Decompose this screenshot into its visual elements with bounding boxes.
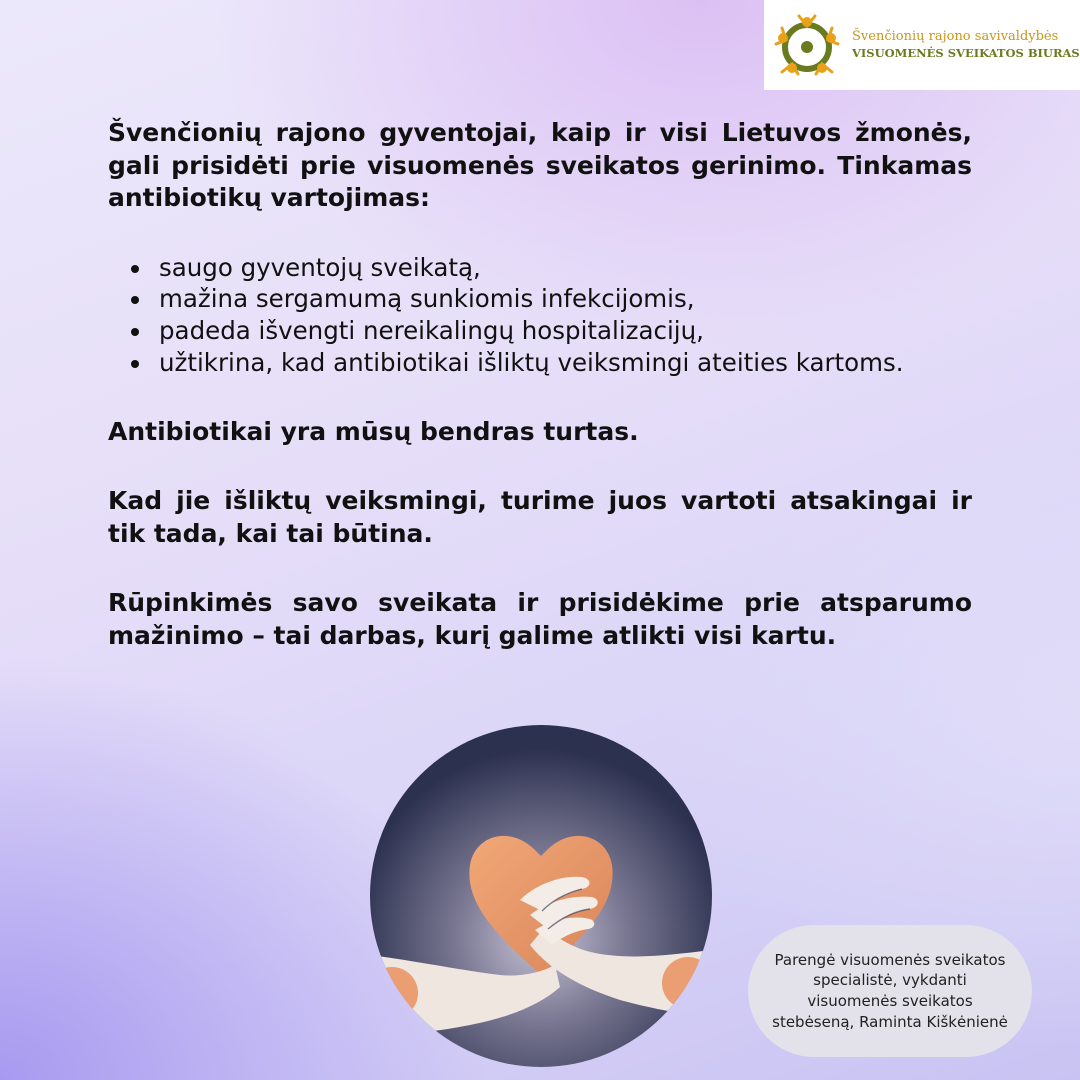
logo-org-name: Švenčionių rajono savivaldybės <box>852 29 1059 45</box>
main-content <box>108 117 972 652</box>
author-credit-bubble <box>748 925 1032 1057</box>
people-circle-emblem-icon <box>772 10 842 80</box>
list-item: mažina sergamumą sunkiomis infekcijomis, <box>131 283 972 315</box>
logo-text <box>852 28 1080 61</box>
list-item: užtikrina, kad antibiotikai išliktų veiksmingi ateities kartoms. <box>131 347 972 379</box>
responsible-use-statement: Kad jie išliktų veiksmingi, turime juos vartoti atsakingai ir tik tada, kai tai būtina. <box>108 486 972 548</box>
author-credit-text: Parengė visuomenės sveikatos specialistė, vykdanti visuomenės sveikatos stebėseną, Raminta Kiškėnienė <box>772 950 1008 1031</box>
logo-card <box>764 0 1080 90</box>
benefits-list <box>108 252 972 379</box>
call-to-action-statement: Rūpinkimės savo sveikata ir prisidėkime prie atsparumo mažinimo – tai darbas, kurį galime atlikti visi kartu. <box>108 588 972 650</box>
hands-holding-heart-icon <box>370 725 712 1067</box>
shared-wealth-statement: Antibiotikai yra mūsų bendras turtas. <box>108 416 639 446</box>
list-item: padeda išvengti nereikalingų hospitalizacijų, <box>131 315 972 347</box>
logo-bureau-name: VISUOMENĖS SVEIKATOS BIURAS <box>852 46 1080 61</box>
illustration <box>370 725 712 1067</box>
list-item: saugo gyventojų sveikatą, <box>131 252 972 284</box>
intro-paragraph: Švenčionių rajono gyventojai, kaip ir visi Lietuvos žmonės, gali prisidėti prie visuomenės sveikatos gerinimo. Tinkamas antibiotikų vartojimas: <box>108 118 972 212</box>
